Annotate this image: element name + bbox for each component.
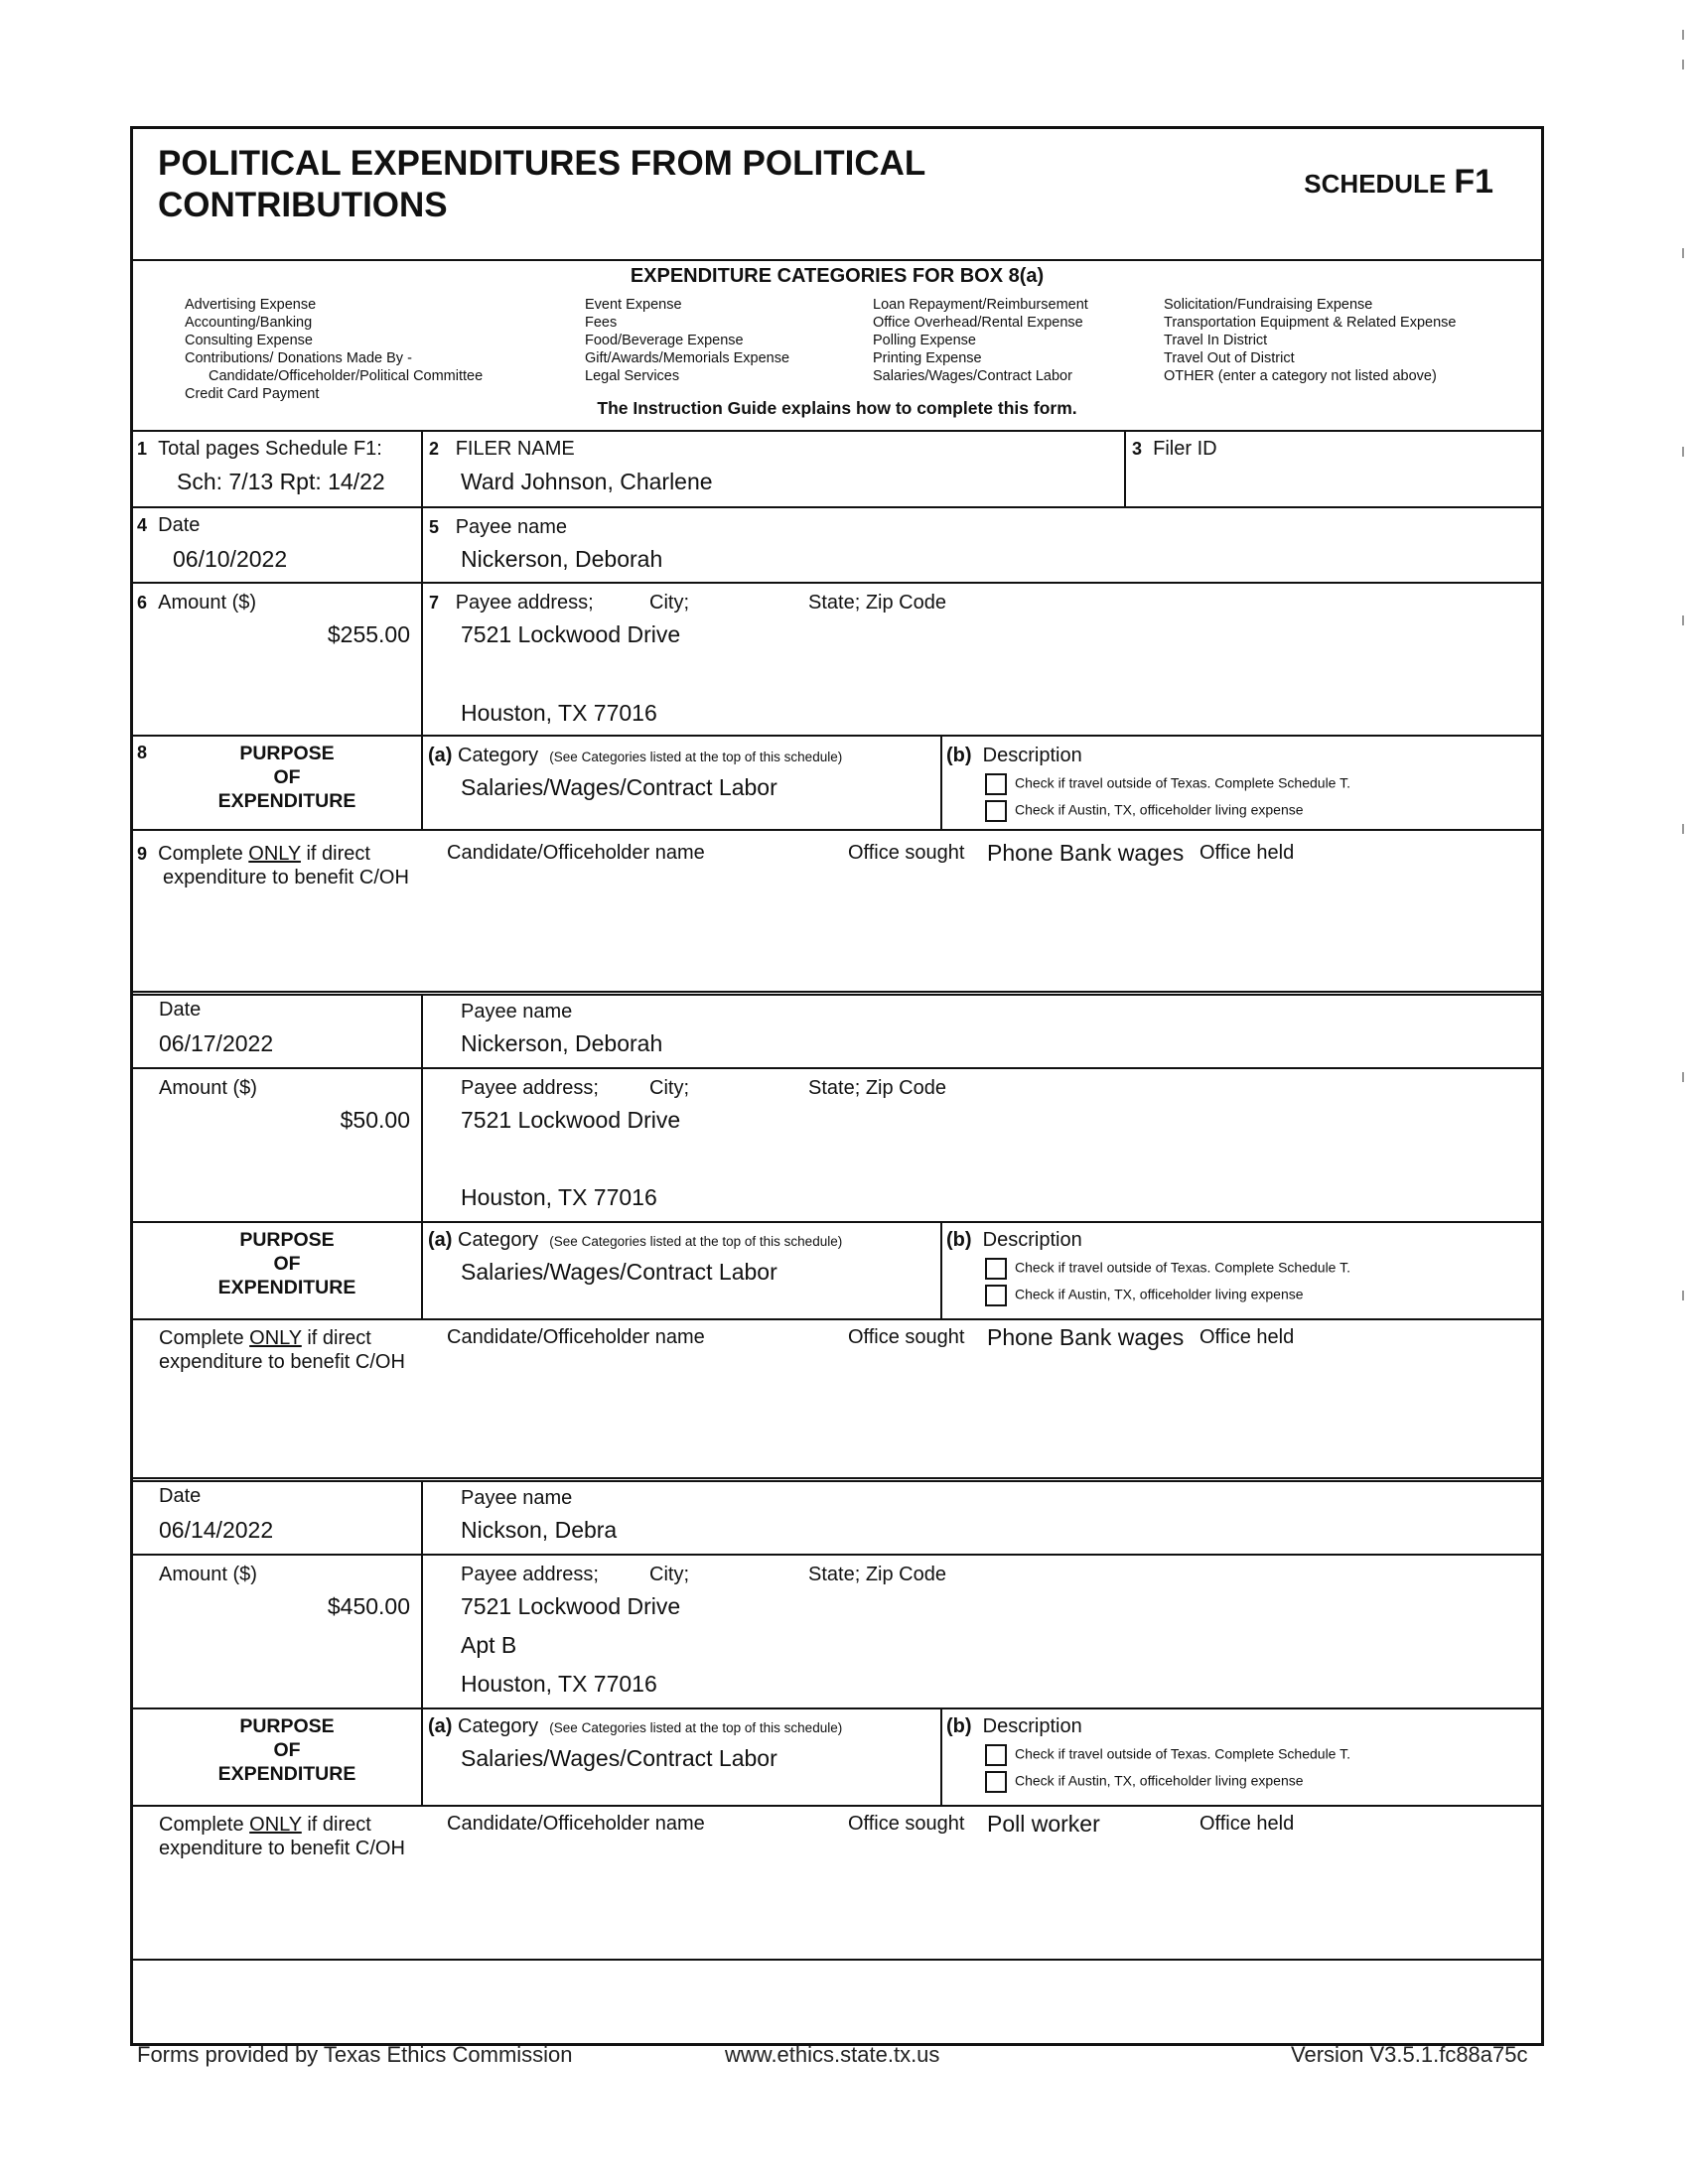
coh-note xyxy=(159,1326,405,1374)
payee-address-label: Payee address; xyxy=(461,1077,599,1099)
divider xyxy=(133,430,1541,432)
filer-id-label xyxy=(1132,438,1217,461)
amount-label-text: Amount ($) xyxy=(158,592,257,614)
scan-mark xyxy=(1682,615,1684,625)
category-item: Contributions/ Donations Made By - xyxy=(185,350,412,366)
category-note: (See Categories listed at the top of this schedule) xyxy=(549,1234,843,1249)
city-label: City; xyxy=(649,1564,689,1585)
category-item: Printing Expense xyxy=(873,350,982,366)
category-item: Polling Expense xyxy=(873,333,976,348)
filer-name-label xyxy=(429,438,575,461)
form-title-line2: CONTRIBUTIONS xyxy=(158,186,448,224)
coh-note-text: if direct xyxy=(300,843,370,865)
divider xyxy=(133,1805,1541,1807)
address-line1: 7521 Lockwood Drive xyxy=(461,1593,681,1619)
coh-note-only: ONLY xyxy=(248,843,301,865)
categories-heading: EXPENDITURE CATEGORIES FOR BOX 8(a) xyxy=(630,265,1045,287)
coh-note-text: if direct xyxy=(301,1814,371,1836)
amount-label xyxy=(137,592,256,614)
expenditure-date: 06/14/2022 xyxy=(159,1517,274,1543)
coh-note-line2: expenditure to benefit C/OH xyxy=(163,867,409,888)
part-letter: (a) xyxy=(428,745,453,766)
schedule-word: SCHEDULE xyxy=(1304,169,1447,199)
divider xyxy=(1124,430,1126,506)
category-item: Food/Beverage Expense xyxy=(585,333,744,348)
description-value: Poll worker xyxy=(987,1811,1100,1837)
divider xyxy=(133,1959,1541,1961)
divider xyxy=(421,506,423,829)
scan-mark xyxy=(1682,447,1684,457)
coh-name-label: Candidate/Officeholder name xyxy=(447,1813,705,1835)
box-number: 1 xyxy=(137,439,148,459)
divider xyxy=(133,1318,1541,1320)
city-label: City; xyxy=(649,592,689,614)
divider xyxy=(133,1477,1541,1482)
travel-checkbox[interactable] xyxy=(985,1744,1007,1766)
purpose-label xyxy=(178,1714,396,1786)
address-line2: Apt B xyxy=(461,1632,517,1658)
category-value: Salaries/Wages/Contract Labor xyxy=(461,774,777,800)
amount-value: $450.00 xyxy=(327,1593,410,1619)
address-line3: Houston, TX 77016 xyxy=(461,1671,657,1697)
date-label: Date xyxy=(159,1485,202,1507)
description-label xyxy=(946,745,1082,767)
category-value: Salaries/Wages/Contract Labor xyxy=(461,1259,777,1285)
schedule-f1-form xyxy=(130,126,1544,2046)
payee-name-value: Nickson, Debra xyxy=(461,1517,618,1543)
part-letter: (b) xyxy=(946,1715,972,1737)
payee-name-label: Payee name xyxy=(461,1001,573,1023)
category-note: (See Categories listed at the top of this schedule) xyxy=(549,750,843,764)
divider xyxy=(133,1707,1541,1709)
description-label xyxy=(946,1229,1082,1252)
category-label xyxy=(428,745,842,767)
divider xyxy=(133,1221,1541,1223)
divider xyxy=(133,735,1541,737)
box-number: 7 xyxy=(429,593,440,613)
box-number: 8 xyxy=(137,743,148,762)
payee-name-value: Nickerson, Deborah xyxy=(461,1030,663,1056)
purpose-label xyxy=(178,742,396,813)
payee-name-label: Payee name xyxy=(461,1487,573,1509)
travel-check-row xyxy=(985,773,1350,795)
category-item: Legal Services xyxy=(585,368,680,384)
total-pages-label-text: Total pages Schedule F1: xyxy=(158,438,382,460)
austin-check-row xyxy=(985,800,1304,822)
coh-note-line2: expenditure to benefit C/OH xyxy=(159,1351,405,1373)
coh-note-line2: expenditure to benefit C/OH xyxy=(159,1838,405,1859)
box-number: 5 xyxy=(429,517,440,537)
payee-address-label xyxy=(429,592,594,614)
amount-value: $255.00 xyxy=(327,621,410,647)
category-item: Solicitation/Fundraising Expense xyxy=(1164,297,1373,313)
divider xyxy=(421,430,423,506)
total-pages-value: Sch: 7/13 Rpt: 14/22 xyxy=(177,469,385,494)
office-sought-label: Office sought xyxy=(848,1813,965,1835)
category-label xyxy=(428,1229,842,1252)
divider xyxy=(133,829,1541,831)
category-label-text: Category xyxy=(458,1715,539,1737)
purpose-label-line: PURPOSE xyxy=(239,743,335,764)
divider xyxy=(940,1221,942,1318)
filer-id-label-text: Filer ID xyxy=(1153,438,1217,460)
austin-check-text: Check if Austin, TX, officeholder living expense xyxy=(1015,801,1304,818)
address-line3: Houston, TX 77016 xyxy=(461,700,657,726)
travel-check-row xyxy=(985,1258,1350,1280)
category-label-text: Category xyxy=(458,1229,539,1251)
categories-col4 xyxy=(1164,296,1456,385)
footer-left: Forms provided by Texas Ethics Commission xyxy=(137,2042,573,2067)
state-zip-label: State; Zip Code xyxy=(808,592,946,614)
scan-mark xyxy=(1682,60,1684,69)
part-letter: (a) xyxy=(428,1229,453,1251)
travel-check-text: Check if travel outside of Texas. Complete Schedule T. xyxy=(1015,1745,1350,1762)
scan-mark xyxy=(1682,1072,1684,1082)
divider xyxy=(133,1554,1541,1556)
coh-note-text: Complete xyxy=(158,843,249,865)
purpose-label-line: EXPENDITURE xyxy=(217,790,356,812)
coh-note-only: ONLY xyxy=(249,1327,302,1349)
total-pages-label xyxy=(137,438,382,461)
description-label-text: Description xyxy=(982,1715,1082,1737)
category-label-text: Category xyxy=(458,745,539,766)
category-item: Salaries/Wages/Contract Labor xyxy=(873,368,1072,384)
city-label: City; xyxy=(649,1077,689,1099)
category-item: Transportation Equipment & Related Expense xyxy=(1164,315,1457,331)
schedule-code xyxy=(1304,163,1493,202)
part-letter: (b) xyxy=(946,1229,972,1251)
purpose-label-line: PURPOSE xyxy=(239,1715,335,1737)
divider xyxy=(940,735,942,829)
scan-mark xyxy=(1682,30,1684,40)
category-item: Candidate/Officeholder/Political Committee xyxy=(209,368,484,384)
address-line1: 7521 Lockwood Drive xyxy=(461,621,681,647)
category-item: Gift/Awards/Memorials Expense xyxy=(585,350,790,366)
footer-url[interactable]: www.ethics.state.tx.us xyxy=(725,2042,940,2067)
category-item: Loan Repayment/Reimbursement xyxy=(873,297,1088,313)
category-note: (See Categories listed at the top of this schedule) xyxy=(549,1720,843,1735)
address-label-text: Payee address; xyxy=(455,592,594,614)
category-item: Travel Out of District xyxy=(1164,350,1295,366)
coh-note xyxy=(137,842,409,889)
austin-check-row xyxy=(985,1285,1304,1306)
divider xyxy=(133,991,1541,996)
divider xyxy=(133,506,1541,508)
date-label-text: Date xyxy=(158,514,201,536)
purpose-label xyxy=(178,1228,396,1299)
coh-note-text: Complete xyxy=(159,1327,250,1349)
purpose-label-line: PURPOSE xyxy=(239,1229,335,1251)
travel-checkbox[interactable] xyxy=(985,1258,1007,1280)
categories-col1 xyxy=(185,296,483,403)
office-sought-label: Office sought xyxy=(848,1326,965,1348)
coh-note-text: Complete xyxy=(159,1814,250,1836)
purpose-label-line: EXPENDITURE xyxy=(217,1763,356,1785)
divider xyxy=(133,259,1541,261)
category-item: Accounting/Banking xyxy=(185,315,313,331)
form-title xyxy=(158,143,1052,226)
address-line3: Houston, TX 77016 xyxy=(461,1184,657,1210)
form-title-line1: POLITICAL EXPENDITURES FROM POLITICAL xyxy=(158,144,926,183)
office-held-label: Office held xyxy=(1199,1326,1295,1348)
category-item: Consulting Expense xyxy=(185,333,313,348)
categories-col2 xyxy=(585,296,789,385)
part-letter: (b) xyxy=(946,745,972,766)
expenditure-date: 06/17/2022 xyxy=(159,1030,274,1056)
address-line1: 7521 Lockwood Drive xyxy=(461,1107,681,1133)
payee-name-label xyxy=(429,516,567,539)
travel-check-row xyxy=(985,1744,1350,1766)
scan-mark xyxy=(1682,824,1684,834)
description-label xyxy=(946,1715,1082,1738)
purpose-label-line: EXPENDITURE xyxy=(217,1277,356,1298)
box-number: 3 xyxy=(1132,439,1143,459)
scan-mark xyxy=(1682,1291,1684,1300)
category-item: Event Expense xyxy=(585,297,682,313)
expenditure-date: 06/10/2022 xyxy=(173,546,288,572)
office-sought-label: Office sought xyxy=(848,842,965,864)
divider xyxy=(133,1067,1541,1069)
austin-check-text: Check if Austin, TX, officeholder living expense xyxy=(1015,1286,1304,1302)
category-value: Salaries/Wages/Contract Labor xyxy=(461,1745,777,1771)
category-item: Advertising Expense xyxy=(185,297,317,313)
divider xyxy=(421,1482,423,1805)
description-value: Phone Bank wages xyxy=(987,1324,1185,1350)
travel-check-text: Check if travel outside of Texas. Complete Schedule T. xyxy=(1015,774,1350,791)
part-letter: (a) xyxy=(428,1715,453,1737)
coh-name-label: Candidate/Officeholder name xyxy=(447,842,705,864)
category-item: Travel In District xyxy=(1164,333,1268,348)
travel-checkbox[interactable] xyxy=(985,773,1007,795)
coh-note-text: if direct xyxy=(301,1327,371,1349)
office-held-label: Office held xyxy=(1199,842,1295,864)
box-number: 2 xyxy=(429,439,440,459)
category-item: OTHER (enter a category not listed above) xyxy=(1164,368,1437,384)
payee-address-label: Payee address; xyxy=(461,1564,599,1585)
coh-note xyxy=(159,1813,405,1860)
coh-note-only: ONLY xyxy=(249,1814,302,1836)
description-value: Phone Bank wages xyxy=(987,840,1185,866)
description-label-text: Description xyxy=(982,1229,1082,1251)
austin-checkbox[interactable] xyxy=(985,1771,1007,1793)
amount-label: Amount ($) xyxy=(159,1077,257,1099)
payee-name-value: Nickerson, Deborah xyxy=(461,546,663,572)
scan-mark xyxy=(1682,248,1684,258)
austin-checkbox[interactable] xyxy=(985,800,1007,822)
austin-checkbox[interactable] xyxy=(985,1285,1007,1306)
divider xyxy=(133,582,1541,584)
category-item: Office Overhead/Rental Expense xyxy=(873,315,1083,331)
date-label xyxy=(137,514,200,537)
divider xyxy=(421,996,423,1318)
footer-version: Version V3.5.1.fc88a75c xyxy=(1291,2042,1528,2067)
state-zip-label: State; Zip Code xyxy=(808,1077,946,1099)
amount-label: Amount ($) xyxy=(159,1564,257,1585)
schedule-id: F1 xyxy=(1454,163,1493,201)
filer-name-value: Ward Johnson, Charlene xyxy=(461,469,713,494)
category-item: Credit Card Payment xyxy=(185,386,320,402)
purpose-label-line: OF xyxy=(273,1739,301,1761)
instruction-guide-note: The Instruction Guide explains how to complete this form. xyxy=(597,398,1077,418)
box-number: 4 xyxy=(137,515,148,535)
description-label-text: Description xyxy=(982,745,1082,766)
divider xyxy=(940,1707,942,1805)
categories-col3 xyxy=(873,296,1088,385)
austin-check-row xyxy=(985,1771,1304,1793)
austin-check-text: Check if Austin, TX, officeholder living expense xyxy=(1015,1772,1304,1789)
box-number: 9 xyxy=(137,844,148,864)
state-zip-label: State; Zip Code xyxy=(808,1564,946,1585)
category-label xyxy=(428,1715,842,1738)
payee-name-label-text: Payee name xyxy=(455,516,567,538)
box-number: 6 xyxy=(137,593,148,613)
amount-value: $50.00 xyxy=(340,1107,410,1133)
filer-name-label-text: FILER NAME xyxy=(455,438,575,460)
category-item: Fees xyxy=(585,315,618,331)
office-held-label: Office held xyxy=(1199,1813,1295,1835)
purpose-label-line: OF xyxy=(273,1253,301,1275)
date-label: Date xyxy=(159,999,202,1021)
coh-name-label: Candidate/Officeholder name xyxy=(447,1326,705,1348)
purpose-label-line: OF xyxy=(273,766,301,788)
travel-check-text: Check if travel outside of Texas. Complete Schedule T. xyxy=(1015,1259,1350,1276)
